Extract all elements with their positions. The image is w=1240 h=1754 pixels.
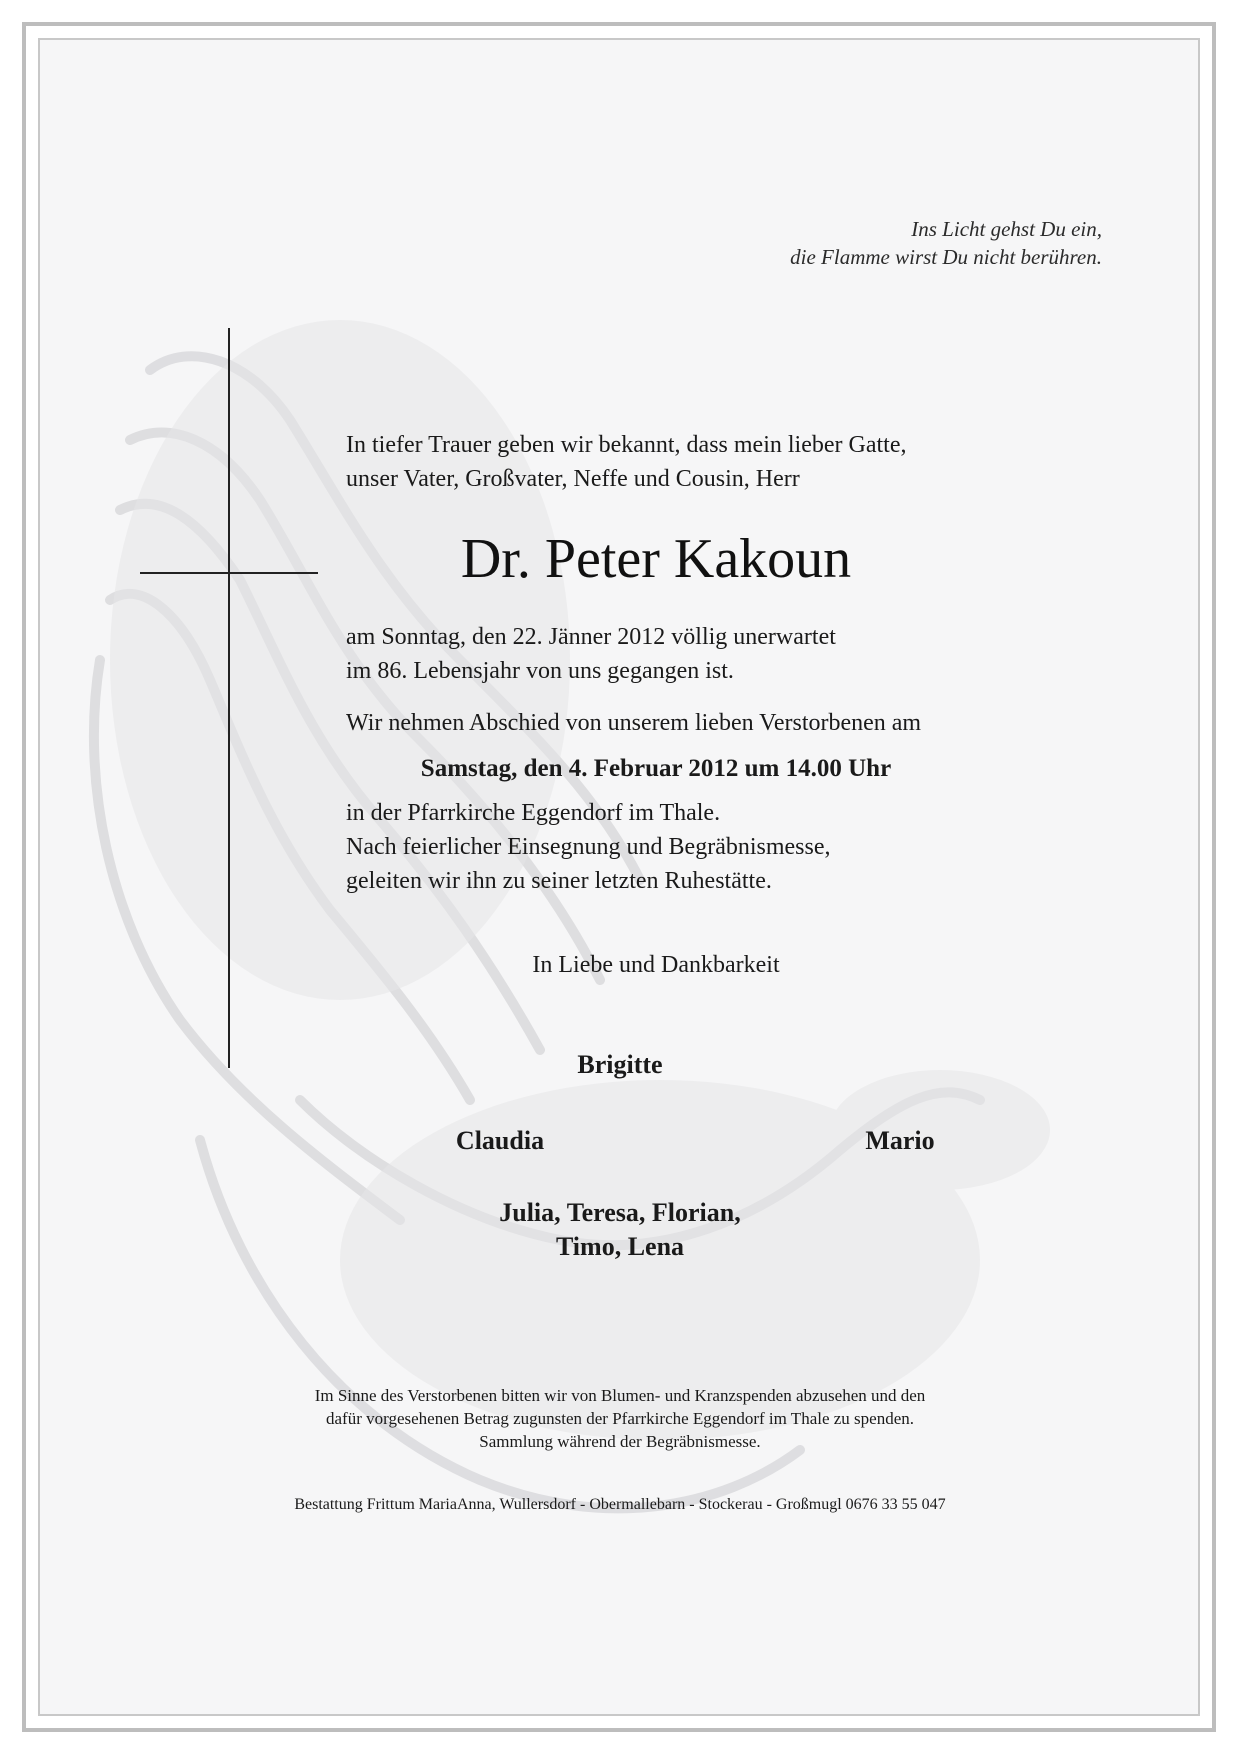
undertaker-footer: Bestattung Frittum MariaAnna, Wullersdorf - Obermallebarn - Stockerau - Großmugl 0676 33 55 047 [294, 1496, 946, 1513]
deceased-name: Dr. Peter Kakoun [460, 528, 852, 590]
death-text [346, 620, 836, 688]
farewell-text: Wir nehmen Abschied von unserem lieben Verstorbenen am [346, 710, 922, 736]
motto-line-1: Ins Licht gehst Du ein, [911, 217, 1102, 241]
announcement-line-2: unser Vater, Großvater, Neffe und Cousin, Herr [346, 466, 800, 492]
place-text [346, 796, 831, 898]
motto-verse [790, 215, 1102, 271]
family-child-1: Claudia [455, 1126, 545, 1155]
motto-line-2: die Flamme wirst Du nicht berühren. [790, 245, 1102, 269]
cross-vertical-bar [228, 328, 230, 1068]
place-line-2: Nach feierlicher Einsegnung und Begräbnismesse, [346, 834, 831, 860]
place-line-1: in der Pfarrkirche Eggendorf im Thale. [346, 800, 721, 826]
cross-horizontal-bar [140, 572, 318, 574]
announcement-line-1: In tiefer Trauer geben wir bekannt, dass mein lieber Gatte, [346, 432, 907, 458]
announcement-text [346, 428, 906, 496]
family-child-2: Mario [865, 1126, 935, 1155]
donation-note [250, 1384, 990, 1453]
place-line-3: geleiten wir ihn zu seiner letzten Ruhestätte. [346, 868, 772, 894]
donation-line-1: Im Sinne des Verstorbenen bitten wir von Blumen- und Kranzspenden abzusehen und den [314, 1386, 926, 1405]
family-wife: Brigitte [577, 1050, 663, 1079]
family-grandchildren [460, 1196, 780, 1264]
ceremony-date: Samstag, den 4. Februar 2012 um 14.00 Uhr [420, 755, 892, 782]
donation-line-2: dafür vorgesehenen Betrag zugunsten der Pfarrkirche Eggendorf im Thale zu spenden. [325, 1409, 915, 1428]
closing-text: In Liebe und Dankbarkeit [532, 952, 780, 978]
death-line-1: am Sonntag, den 22. Jänner 2012 völlig unerwartet [346, 624, 836, 650]
donation-line-3: Sammlung während der Begräbnismesse. [479, 1432, 761, 1451]
grandchildren-line-1: Julia, Teresa, Florian, [499, 1198, 741, 1227]
grandchildren-line-2: Timo, Lena [555, 1232, 685, 1261]
death-line-2: im 86. Lebensjahr von uns gegangen ist. [346, 658, 734, 684]
